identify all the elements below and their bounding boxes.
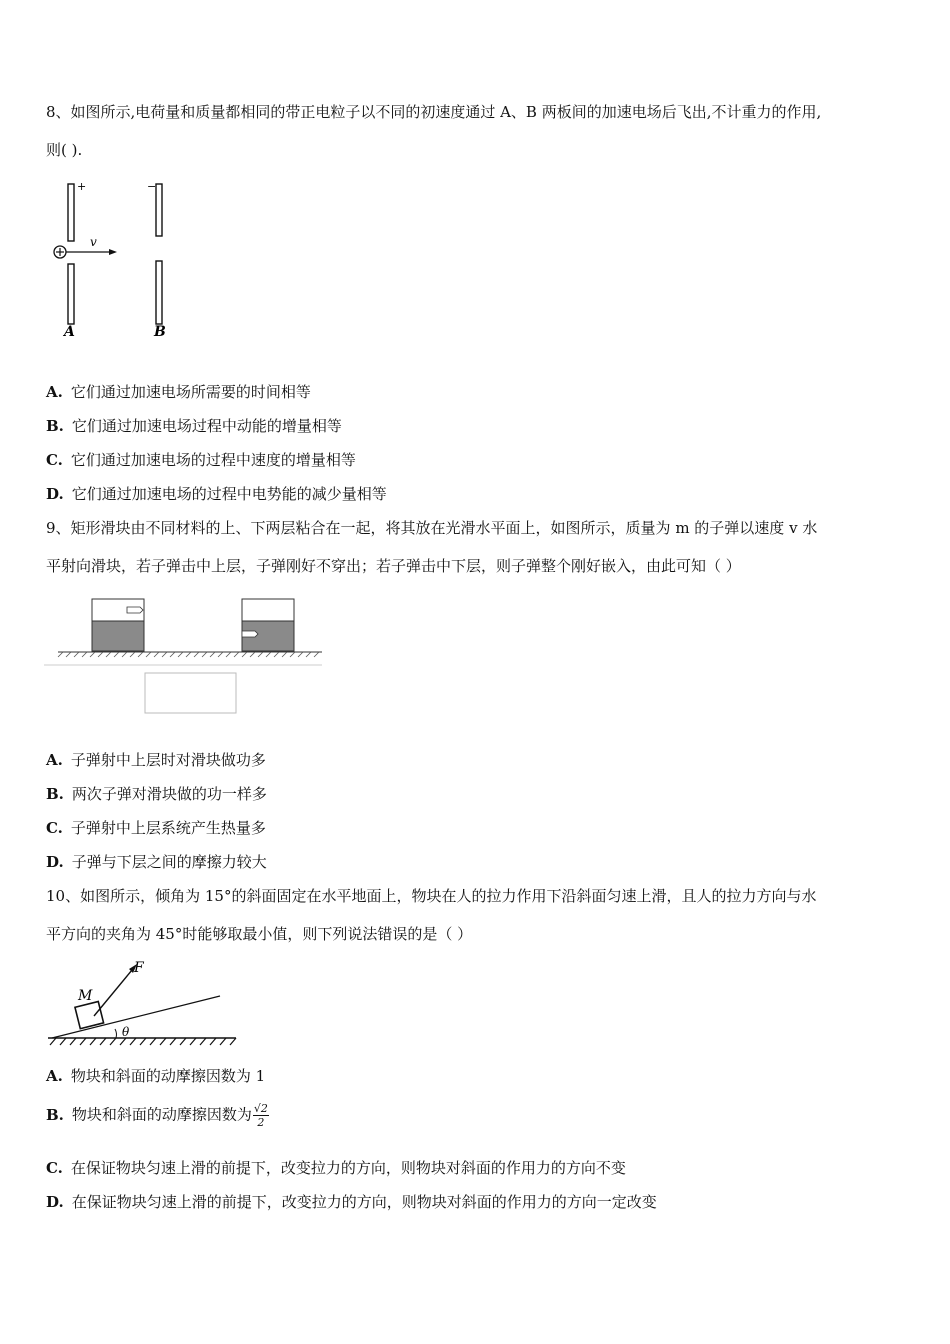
velocity-label: v [90,235,97,249]
empty-caption-box [145,673,236,713]
plate-b-upper [156,184,162,236]
plate-a-label: A [64,324,75,340]
plate-b-label: B [154,324,166,340]
q8-option-d[interactable]: D. 它们通过加速电场的过程中电势能的减少量相等 [46,485,387,503]
bullet-icon [242,631,258,637]
plus-sign: + [77,180,87,193]
q10-option-d[interactable]: D. 在保证物块匀速上滑的前提下，改变拉力的方向，则物块对斜面的作用力的方向一定改变 [46,1193,657,1211]
q9-option-c[interactable]: C. 子弹射中上层系统产生热量多 [46,819,266,837]
q10-option-b[interactable]: B. 物块和斜面的动摩擦因数为 $\frac{√2}{2}$ [46,1102,268,1129]
q10-figure-incline [44,956,244,1050]
q8-stem-line-1: 8、如图所示,电荷量和质量都相同的带正电粒子以不同的初速度通过 A、B 两板间的加速电场后飞出,不计重力的作用, [46,103,822,121]
q9-stem-line-1: 9、矩形滑块由不同材料的上、下两层粘合在一起，将其放在光滑水平面上，如图所示，质量为 m 的子弹以速度 v 水 [46,519,818,537]
q10-stem-line-2: 平方向的夹角为 45°时能够取最小值，则下列说法错误的是（ ） [46,925,473,943]
plate-a-lower [68,264,74,324]
force-arrow [94,970,132,1016]
q8-figure-plates [44,178,184,343]
minus-sign: − [147,180,157,193]
q10-stem-line-1: 10、如图所示，倾角为 15°的斜面固定在水平地面上，物块在人的拉力作用下沿斜面匀速上滑，且人的拉力方向与水 [46,887,817,905]
plate-b-lower [156,261,162,324]
q9-option-a[interactable]: A. 子弹射中上层时对滑块做功多 [46,751,266,769]
bullet-icon [127,607,143,613]
q10-option-a[interactable]: A. 物块和斜面的动摩擦因数为 1 [46,1067,266,1085]
q9-figure-blocks [44,594,326,719]
q8-option-a[interactable]: A. 它们通过加速电场所需要的时间相等 [46,383,311,401]
q9-option-d[interactable]: D. 子弹与下层之间的摩擦力较大 [46,853,267,871]
q8-option-b[interactable]: B. 它们通过加速电场过程中动能的增量相等 [46,417,342,435]
force-label: F [134,960,144,976]
mass-label: M [78,988,93,1004]
q9-stem-line-2: 平射向滑块，若子弹击中上层，子弹刚好不穿出；若子弹击中下层，则子弹整个刚好嵌入，由此可知（ ） [46,557,741,575]
angle-label: θ [122,1025,130,1039]
q8-stem-line-2: 则( ). [46,141,83,159]
fraction-root2-over-2: $\frac{√2}{2}$ [253,1102,268,1129]
plate-a-upper [68,184,74,241]
mass-block [75,1002,104,1029]
q9-option-b[interactable]: B. 两次子弹对滑块做的功一样多 [46,785,267,803]
q10-option-c[interactable]: C. 在保证物块匀速上滑的前提下，改变拉力的方向，则物块对斜面的作用力的方向不变 [46,1159,626,1177]
q8-option-c[interactable]: C. 它们通过加速电场的过程中速度的增量相等 [46,451,356,469]
